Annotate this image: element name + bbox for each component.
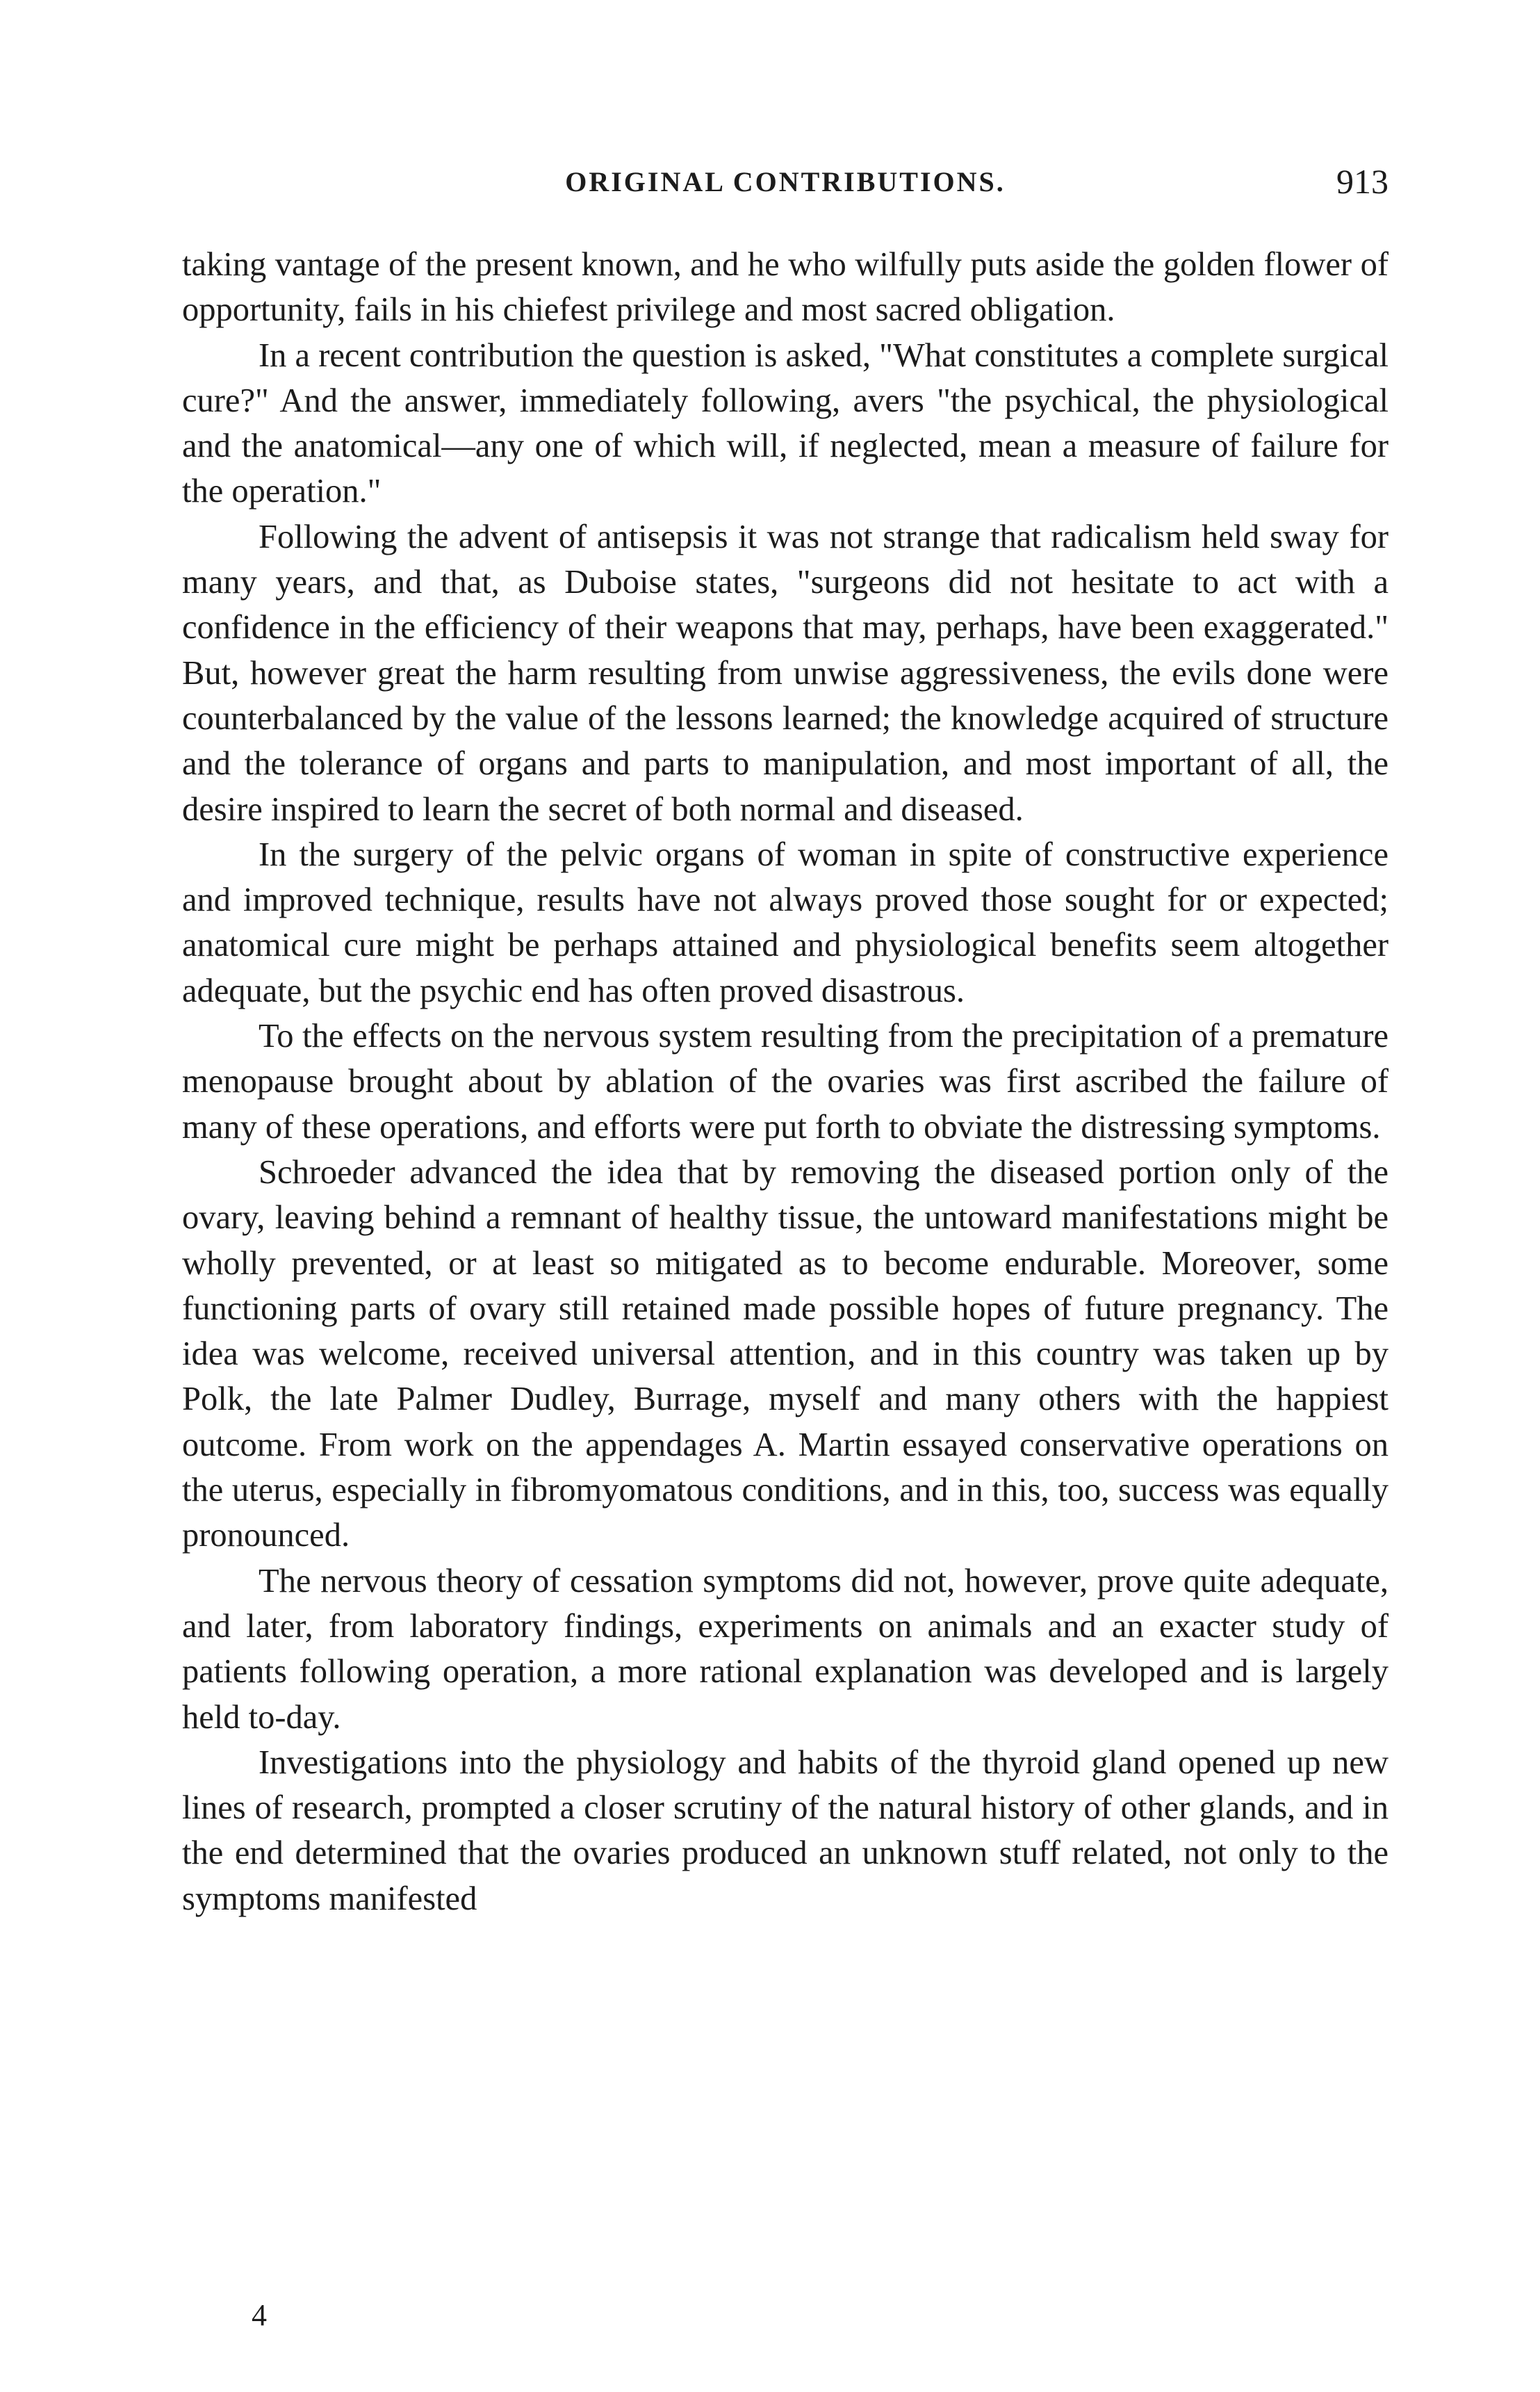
paragraph-nervous-theory: The nervous theory of cessation symptoms did not, however, prove quite adequate, and later, from laboratory findings, experiments on animals and an exacter study of patients following operation, a more rational explanation was developed and is largely held to-day. xyxy=(182,1562,1389,1736)
body-text xyxy=(182,242,1389,1921)
page-number: 913 xyxy=(1336,162,1389,201)
paragraph-pelvic-surgery: In the surgery of the pelvic organs of woman in spite of constructive experience and improved technique, results have not always proved those sought for or expected; anatomical cure might be perhaps attained and physiological benefits seem altogether adequate, but the psychic end has often proved disastrous. xyxy=(182,836,1389,1009)
paragraph-thyroid: Investigations into the physiology and habits of the thyroid gland opened up new lines of research, prompted a closer scrutiny of the natural history of other glands, and in the end determined that the ovaries produced an unknown stuff related, not only to the symptoms manifested xyxy=(182,1743,1389,1917)
signature-mark: 4 xyxy=(252,2298,267,2332)
paragraph-schroeder: Schroeder advanced the idea that by removing the diseased portion only of the ovary, leaving behind a remnant of healthy tissue, the untoward manifestations might be wholly prevented, or at least so mitigated as to become endurable. Moreover, some functioning parts of ovary still retained made possible hopes of future pregnancy. The idea was welcome, received universal attention, and in this country was taken up by Polk, the late Palmer Dudley, Burrage, myself and many others with the happiest outcome. From work on the appendages A. Martin essayed conservative operations on the uterus, especially in fibromyomatous conditions, and in this, too, success was equally pronounced. xyxy=(182,1153,1389,1554)
paragraph-surgical-cure: In a recent contribution the question is asked, "What constitutes a complete surgical cure?" And the answer, immediately following, avers "the psychical, the physiological and the anatomical—any one of which will, if neglected, mean a measure of failure for the operation." xyxy=(182,336,1389,510)
paragraph-nervous-effects: To the effects on the nervous system resulting from the precipitation of a premature menopause brought about by ablation of the ovaries was first ascribed the failure of many of these operations, and efforts were put forth to obviate the distressing symptoms. xyxy=(182,1018,1389,1146)
paragraph-continuation: taking vantage of the present known, and he who wilfully puts aside the golden flower of opportunity, fails in his chiefest privilege and most sacred obligation. xyxy=(182,246,1389,329)
running-head: ORIGINAL CONTRIBUTIONS. xyxy=(565,166,1006,197)
paragraph-antisepsis: Following the advent of antisepsis it was not strange that radicalism held sway for many years, and that, as Duboise states, "surgeons did not hesitate to act with a confidence in the efficiency of their weapons that may, perhaps, have been exaggerated." But, however great the harm resulting from unwise aggressiveness, the evils done were counterbalanced by the value of the lessons learned; the knowledge acquired of structure and the tolerance of organs and parts to manipulation, and most important of all, the desire inspired to learn the secret of both normal and diseased. xyxy=(182,518,1389,828)
page-header xyxy=(182,161,1389,203)
